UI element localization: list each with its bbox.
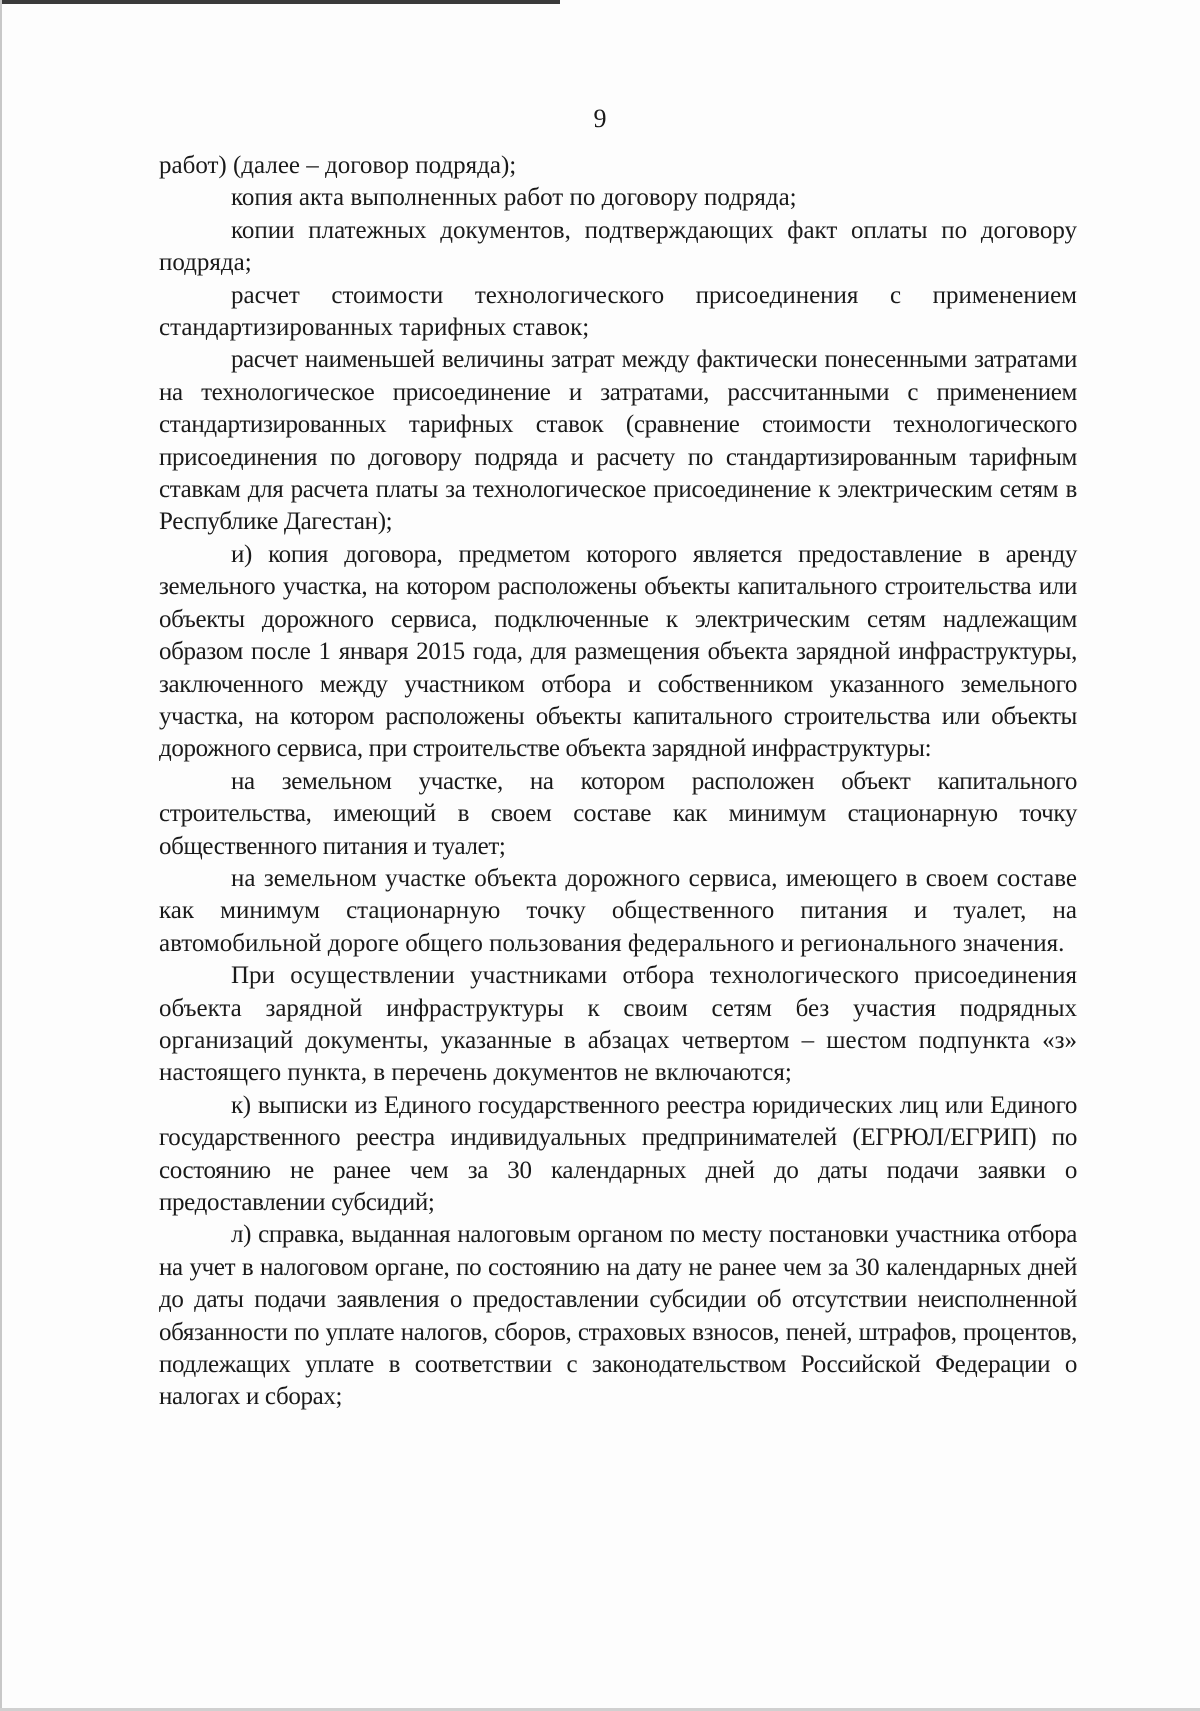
paragraph-item-l: л) справка, выданная налоговым органом по месту постановки участника отбора на учет в налоговом органе, по состоянию на дату не ранее чем за 30 календарных дней до даты подачи заявления о предоставлении субсидии об отсутствии неисполненной обязанности по уплате налогов, сборов, страховых взносов, пеней, штрафов, процентов, подлежащих уплате в соответствии с законодательством Российской Федерации о налогах и сборах;	[159, 1221, 1077, 1411]
scan-top-edge-shadow	[0, 0, 560, 4]
page-number: 9	[593, 104, 607, 133]
paragraph-item-i: и) копия договора, предметом которого является предоставление в аренду земельного участка, на котором расположены объекты капитального строительства или объекты дорожного сервиса, подключенные к электрическим сетям надлежащим образом после 1 января 2015 года, для размещения объекта зарядной инфраструктуры, заключенного между участником отбора и собственником указанного земельного участка, на котором расположены объекты капитального строительства или объекты дорожного сервиса, при строительстве объекта зарядной инфраструктуры:	[159, 540, 1077, 763]
paragraph-item-k: к) выписки из Единого государственного реестра юридических лиц или Единого государственного реестра индивидуальных предпринимателей (ЕГРЮЛ/ЕГРИП) по состоянию не ранее чем за 30 календарных дней до даты подачи заявки о предоставлении субсидий;	[159, 1091, 1077, 1216]
paragraph-self-connection: При осуществлении участниками отбора технологического присоединения объекта зарядной инфраструктуры к своим сетям без участия подрядных организаций документы, указанные в абзацах четвертом – шестом подпункта «з» настоящего пункта, в перечень документов не включаются;	[159, 962, 1077, 1087]
paragraph-cost-calculation: расчет стоимости технологического присоединения с применением стандартизированных тарифных ставок;	[159, 281, 1077, 342]
paragraph-land-plot-capital: на земельном участке, на котором расположен объект капитального строительства, имеющий в своем составе как минимум стационарную точку общественного питания и туалет;	[159, 767, 1077, 860]
paragraph-act-copy: копия акта выполненных работ по договору подряда;	[231, 184, 797, 212]
paragraph-continuation: работ) (далее – договор подряда);	[159, 152, 517, 179]
scan-left-edge-shadow	[0, 0, 2, 1711]
paragraph-min-cost-calculation: расчет наименьшей величины затрат между фактически понесенными затратами на технологическое присоединение и затратами, рассчитанными с применением стандартизированных тарифных ставок (сравнение стоимости технологического присоединения по договору подряда и расчету по стандартизированным тарифным ставкам для расчета платы за технологическое присоединение к электрическим сетям в Республике Дагестан);	[159, 346, 1077, 536]
paragraph-payment-docs: копии платежных документов, подтверждающих факт оплаты по договору подряда;	[159, 216, 1077, 277]
document-body	[159, 150, 1077, 1414]
paragraph-land-plot-road-service: на земельном участке объекта дорожного сервиса, имеющего в своем составе как минимум стационарную точку общественного питания и туалет, на автомобильной дороге общего пользования федерального и регионального значения.	[159, 864, 1077, 957]
